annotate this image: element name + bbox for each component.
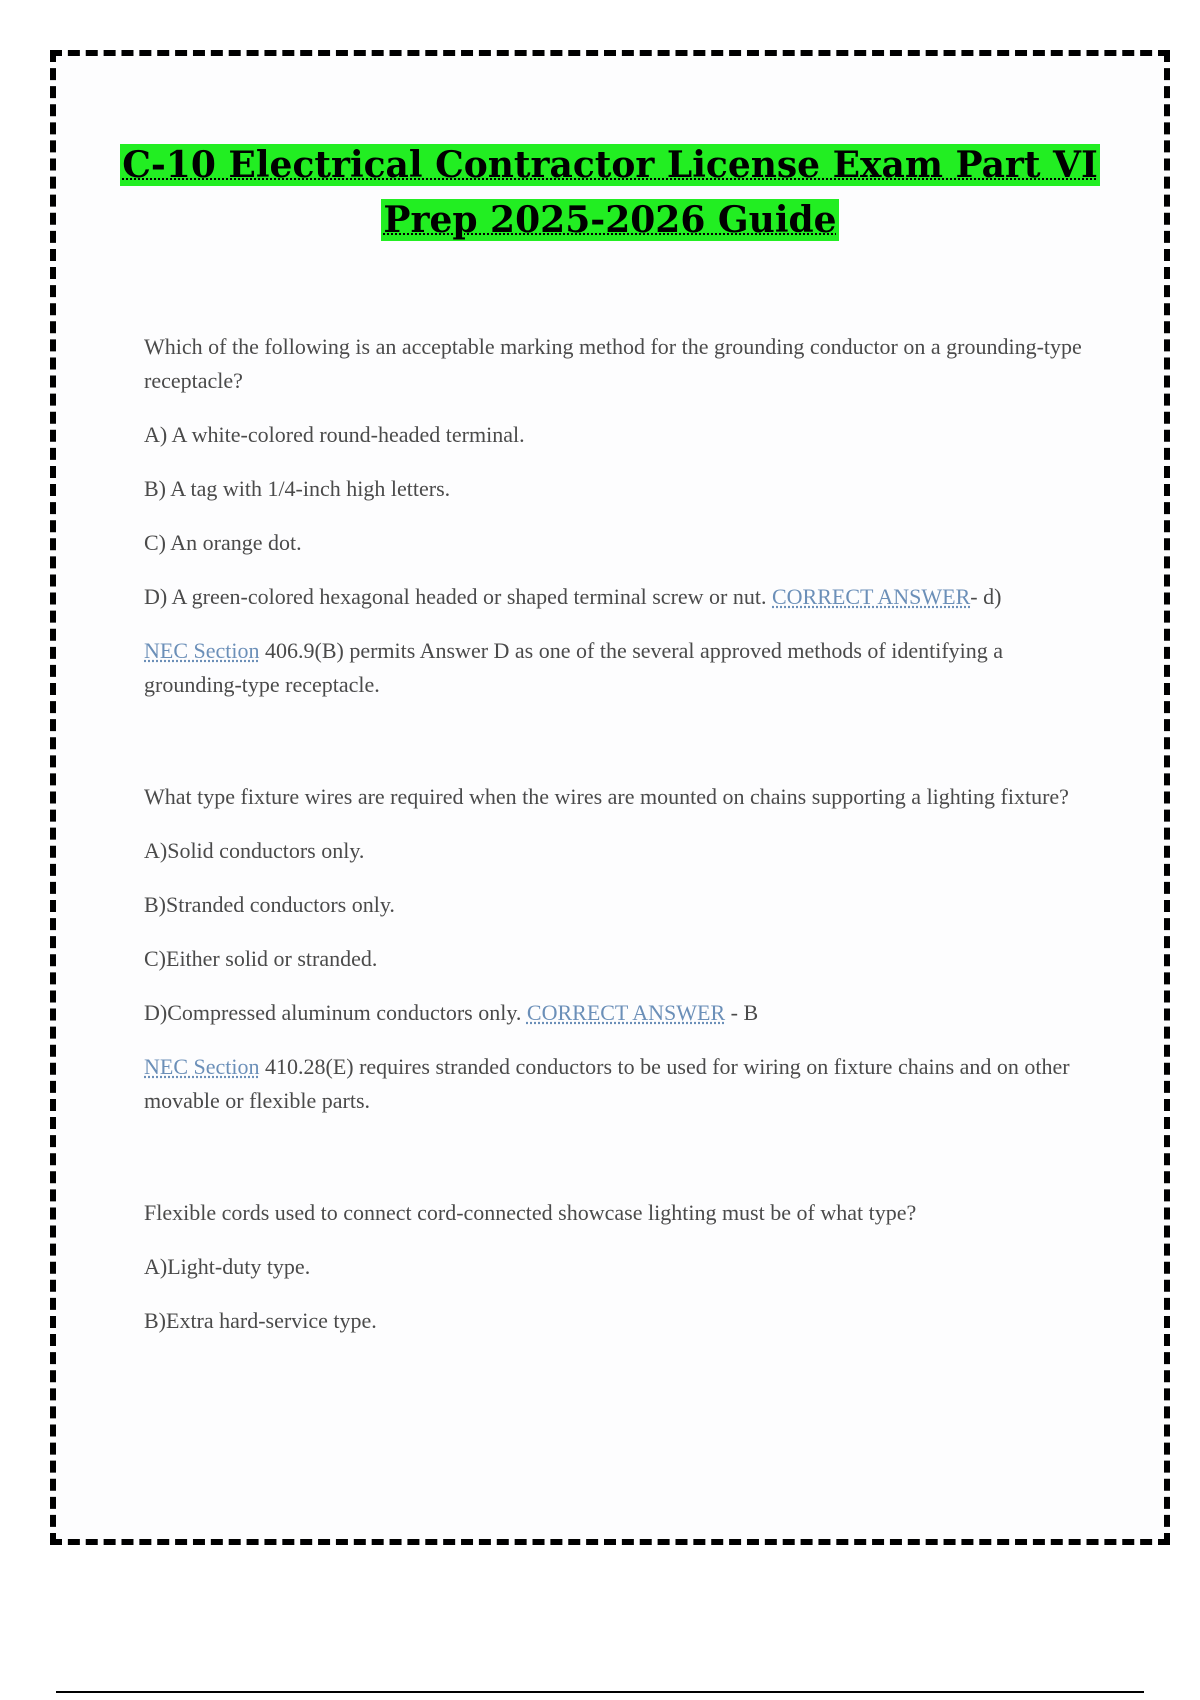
- document-body: [144, 330, 1094, 1358]
- answer-option: D)Compressed aluminum conductors only.: [144, 1000, 522, 1025]
- answer-option: A) A white-colored round-headed terminal.: [144, 422, 525, 447]
- correct-answer-value: - d): [970, 584, 1002, 609]
- answer-option-with-answer: [144, 580, 1094, 614]
- question-block-1: [144, 330, 1094, 702]
- answer-option: D) A green-colored hexagonal headed or shaped terminal screw or nut.: [144, 584, 767, 609]
- answer-option: B)Extra hard-service type.: [144, 1308, 377, 1333]
- correct-answer-link[interactable]: CORRECT ANSWER: [772, 584, 971, 609]
- nec-section-link[interactable]: NEC Section: [144, 1054, 260, 1079]
- correct-answer-value: - B: [725, 1000, 759, 1025]
- footer-divider: [56, 1691, 1144, 1693]
- question-block-3: [144, 1196, 1094, 1338]
- correct-answer-link[interactable]: CORRECT ANSWER: [526, 1000, 726, 1025]
- question-text: Flexible cords used to connect cord-connected showcase lighting must be of what type?: [144, 1200, 917, 1225]
- document-title: [60, 138, 1160, 248]
- explanation-text: 406.9(B) permits Answer D as one of the several approved methods of identifying a grounding-type receptacle.: [144, 638, 1004, 697]
- question-block-2: [144, 780, 1094, 1118]
- answer-option: C) An orange dot.: [144, 530, 302, 555]
- answer-option: A)Light-duty type.: [144, 1254, 311, 1279]
- question-text: Which of the following is an acceptable marking method for the grounding conductor on a grounding-type receptacle?: [144, 334, 1082, 393]
- explanation-text: 410.28(E) requires stranded conductors to be used for wiring on fixture chains and on other movable or flexible parts.: [144, 1054, 1070, 1113]
- title-line-2: Prep 2025-2026 Guide: [383, 199, 837, 241]
- answer-option-with-answer: [144, 996, 1094, 1030]
- title-line-1: C-10 Electrical Contractor License Exam Part VI: [122, 144, 1098, 186]
- answer-option: B)Stranded conductors only.: [144, 892, 395, 917]
- question-text: What type fixture wires are required when the wires are mounted on chains supporting a lighting fixture?: [144, 784, 1069, 809]
- explanation: [144, 634, 1094, 702]
- answer-option: A)Solid conductors only.: [144, 838, 365, 863]
- explanation: [144, 1050, 1094, 1118]
- answer-option: B) A tag with 1/4-inch high letters.: [144, 476, 451, 501]
- answer-option: C)Either solid or stranded.: [144, 946, 378, 971]
- nec-section-link[interactable]: NEC Section: [144, 638, 260, 663]
